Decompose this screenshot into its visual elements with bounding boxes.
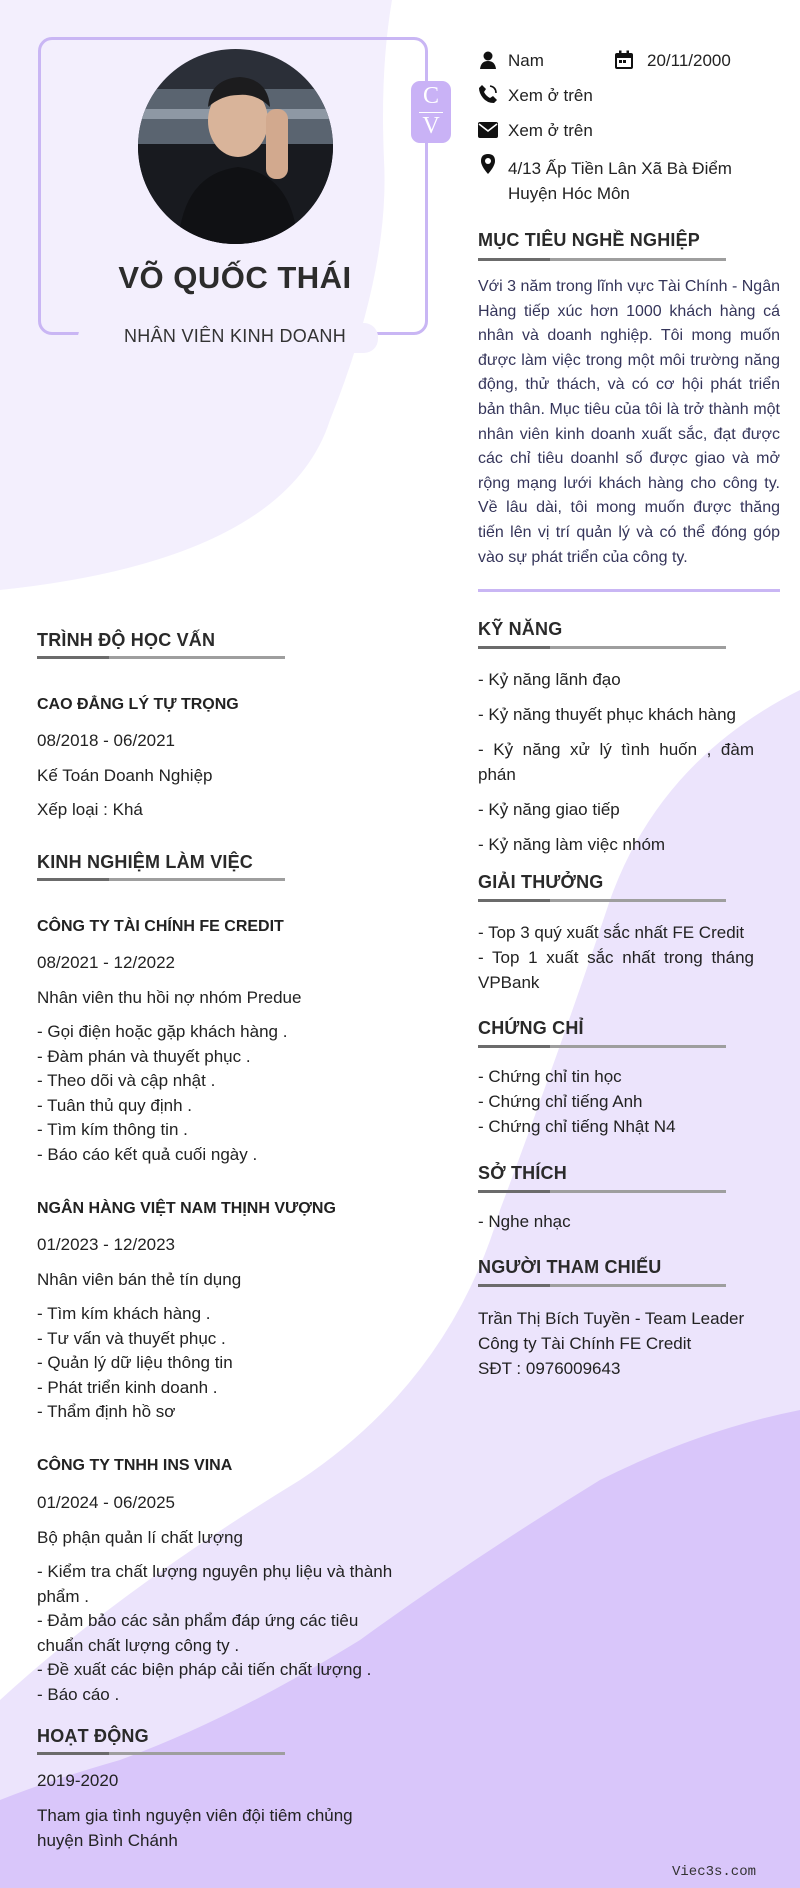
list-item: - Báo cáo kết quả cuối ngày . [37,1144,258,1164]
job-duties [37,1302,407,1425]
education-grade: Xếp loại : Khá [37,800,143,819]
awards-list [478,920,754,995]
list-item: - Kiểm tra chất lượng nguyên phụ liệu và thành phẩm . [37,1562,393,1606]
certificates-list [478,1064,754,1139]
cv-badge-v: V [422,113,440,139]
list-item: - Tìm kím thông tin . [37,1120,188,1140]
contact-email: Xem ở trên [508,121,593,140]
company-name: NGÂN HÀNG VIỆT NAM THỊNH VƯỢNG [37,1200,336,1217]
activity-period: 2019-2020 [37,1771,119,1790]
job-period: 01/2023 - 12/2023 [37,1235,176,1254]
list-item: - Quản lý dữ liệu thông tin [37,1353,233,1373]
job-position: Bộ phận quản lí chất lượng [37,1528,243,1547]
section-underline [478,899,726,902]
list-item: - Kỷ năng xử lý tình huốn , đàm phán [478,740,754,784]
list-item: - Tư vấn và thuyết phục . [37,1328,226,1348]
address-line-2: Huyện Hóc Môn [508,184,630,203]
education-major: Kế Toán Doanh Nghiệp [37,766,213,785]
section-underline [478,258,726,261]
company-name: CÔNG TY TÀI CHÍNH FE CREDIT [37,918,284,935]
section-underline [37,656,285,659]
list-item: - Chứng chỉ tiếng Anh [478,1092,643,1111]
list-item: - Kỷ năng lãnh đạo [478,670,621,689]
education-period: 08/2018 - 06/2021 [37,731,176,750]
list-item: - Kỷ năng giao tiếp [478,800,620,819]
list-item: - Theo dõi và cập nhật . [37,1071,216,1091]
skills-list [478,667,754,857]
list-item: - Kỷ năng làm việc nhóm [478,835,666,854]
company-name: CÔNG TY TNHH INS VINA [37,1457,233,1474]
list-item: - Kỷ năng thuyết phục khách hàng [478,705,737,724]
list-item: - Gọi điện hoặc gặp khách hàng . [37,1022,288,1041]
contact-phone: Xem ở trên [508,86,593,105]
contact-address [508,156,732,206]
job-duties [37,1020,407,1168]
hobby-item: - Nghe nhạc [478,1212,571,1231]
references-block [478,1306,744,1381]
job-duties [37,1560,407,1708]
list-item: - Đề xuất các biện pháp cải tiến chất lượng . [37,1660,372,1680]
reference-line: SĐT : 0976009643 [478,1359,621,1378]
job-title: NHÂN VIÊN KINH DOANH [123,326,347,346]
list-item: - Chứng chỉ tin học [478,1067,622,1086]
section-underline [478,1190,726,1193]
cv-badge-c: C [422,83,439,109]
address-line-1: 4/13 Ấp Tiền Lân Xã Bà Điểm [508,159,732,178]
list-item: - Top 1 xuất sắc nhất trong tháng VPBank [478,948,754,992]
cv-badge [411,81,451,143]
section-underline [478,1045,726,1048]
divider [478,589,780,592]
job-period: 01/2024 - 06/2025 [37,1493,176,1512]
section-title-activities: HOẠT ĐỘNG [37,1726,149,1746]
reference-line: Công ty Tài Chính FE Credit [478,1334,692,1353]
list-item: - Đảm bảo các sản phẩm đáp ứng các tiêu chuẩn chất lượng công ty . [37,1611,359,1655]
list-item: - Tìm kím khách hàng . [37,1304,211,1323]
location-pin-icon [478,154,498,174]
list-item: - Phát triển kinh doanh . [37,1377,218,1397]
full-name: VÕ QUỐC THÁI [118,260,352,295]
school-name: CAO ĐẲNG LÝ TỰ TRỌNG [37,696,239,713]
activity-description: Tham gia tình nguyện viên đội tiêm chủng huyện Bình Chánh [37,1806,353,1850]
section-underline [478,646,726,649]
section-title-education: TRÌNH ĐỘ HỌC VẤN [37,630,216,650]
list-item: - Báo cáo . [37,1684,120,1704]
contact-gender: Nam [508,51,544,70]
list-item: - Đàm phán và thuyết phục . [37,1046,251,1066]
user-icon [478,50,498,70]
section-title-skills: KỸ NĂNG [478,619,563,639]
job-position: Nhân viên thu hồi nợ nhóm Predue [37,988,302,1007]
section-underline [478,1284,726,1287]
job-position: Nhân viên bán thẻ tín dụng [37,1270,242,1289]
calendar-icon [614,50,634,70]
cv-badge-divider [419,112,443,113]
section-title-certificates: CHỨNG CHỈ [478,1018,584,1038]
list-item: - Top 3 quý xuất sắc nhất FE Credit [478,923,745,942]
section-underline [37,1752,285,1755]
objective-text: Với 3 năm trong lĩnh vực Tài Chính - Ngân Hàng tiếp xúc hơn 1000 khách hàng cá nhân và doanh nghiệp. Tôi mong muốn được làm việc trong một môi trường năng động, thử thách, và có cơ hội phát triển bản thân. Mục tiêu của tôi là trở thành một nhân viên kinh doanh xuất sắc, đạt được các chỉ tiêu doanhl số được giao và mở rộng mạng lưới khách hàng cho công ty. Về lâu dài, tôi mong muốn được thăng tiến lên vị trí quản lý và có thể đóng góp vào sự phát triển của công ty. [478,278,780,566]
list-item: - Thẩm định hồ sơ [37,1402,176,1422]
section-title-awards: GIẢI THƯỞNG [478,872,604,892]
watermark: Viec3s.com [672,1864,757,1880]
list-item: - Tuân thủ quy định . [37,1095,192,1115]
section-underline [37,878,285,881]
email-icon [478,120,498,140]
reference-line: Trần Thị Bích Tuyền - Team Leader [478,1309,745,1328]
section-title-references: NGƯỜI THAM CHIẾU [478,1257,662,1277]
section-title-objective: MỤC TIÊU NGHỀ NGHIỆP [478,230,701,250]
section-title-hobbies: SỞ THÍCH [478,1163,567,1183]
phone-icon [478,84,498,104]
list-item: - Chứng chỉ tiếng Nhật N4 [478,1117,676,1136]
section-title-experience: KINH NGHIỆM LÀM VIỆC [37,852,254,872]
profile-photo [138,49,333,244]
contact-birthdate: 20/11/2000 [647,51,731,70]
job-period: 08/2021 - 12/2022 [37,953,176,972]
avatar-illustration [138,49,333,244]
